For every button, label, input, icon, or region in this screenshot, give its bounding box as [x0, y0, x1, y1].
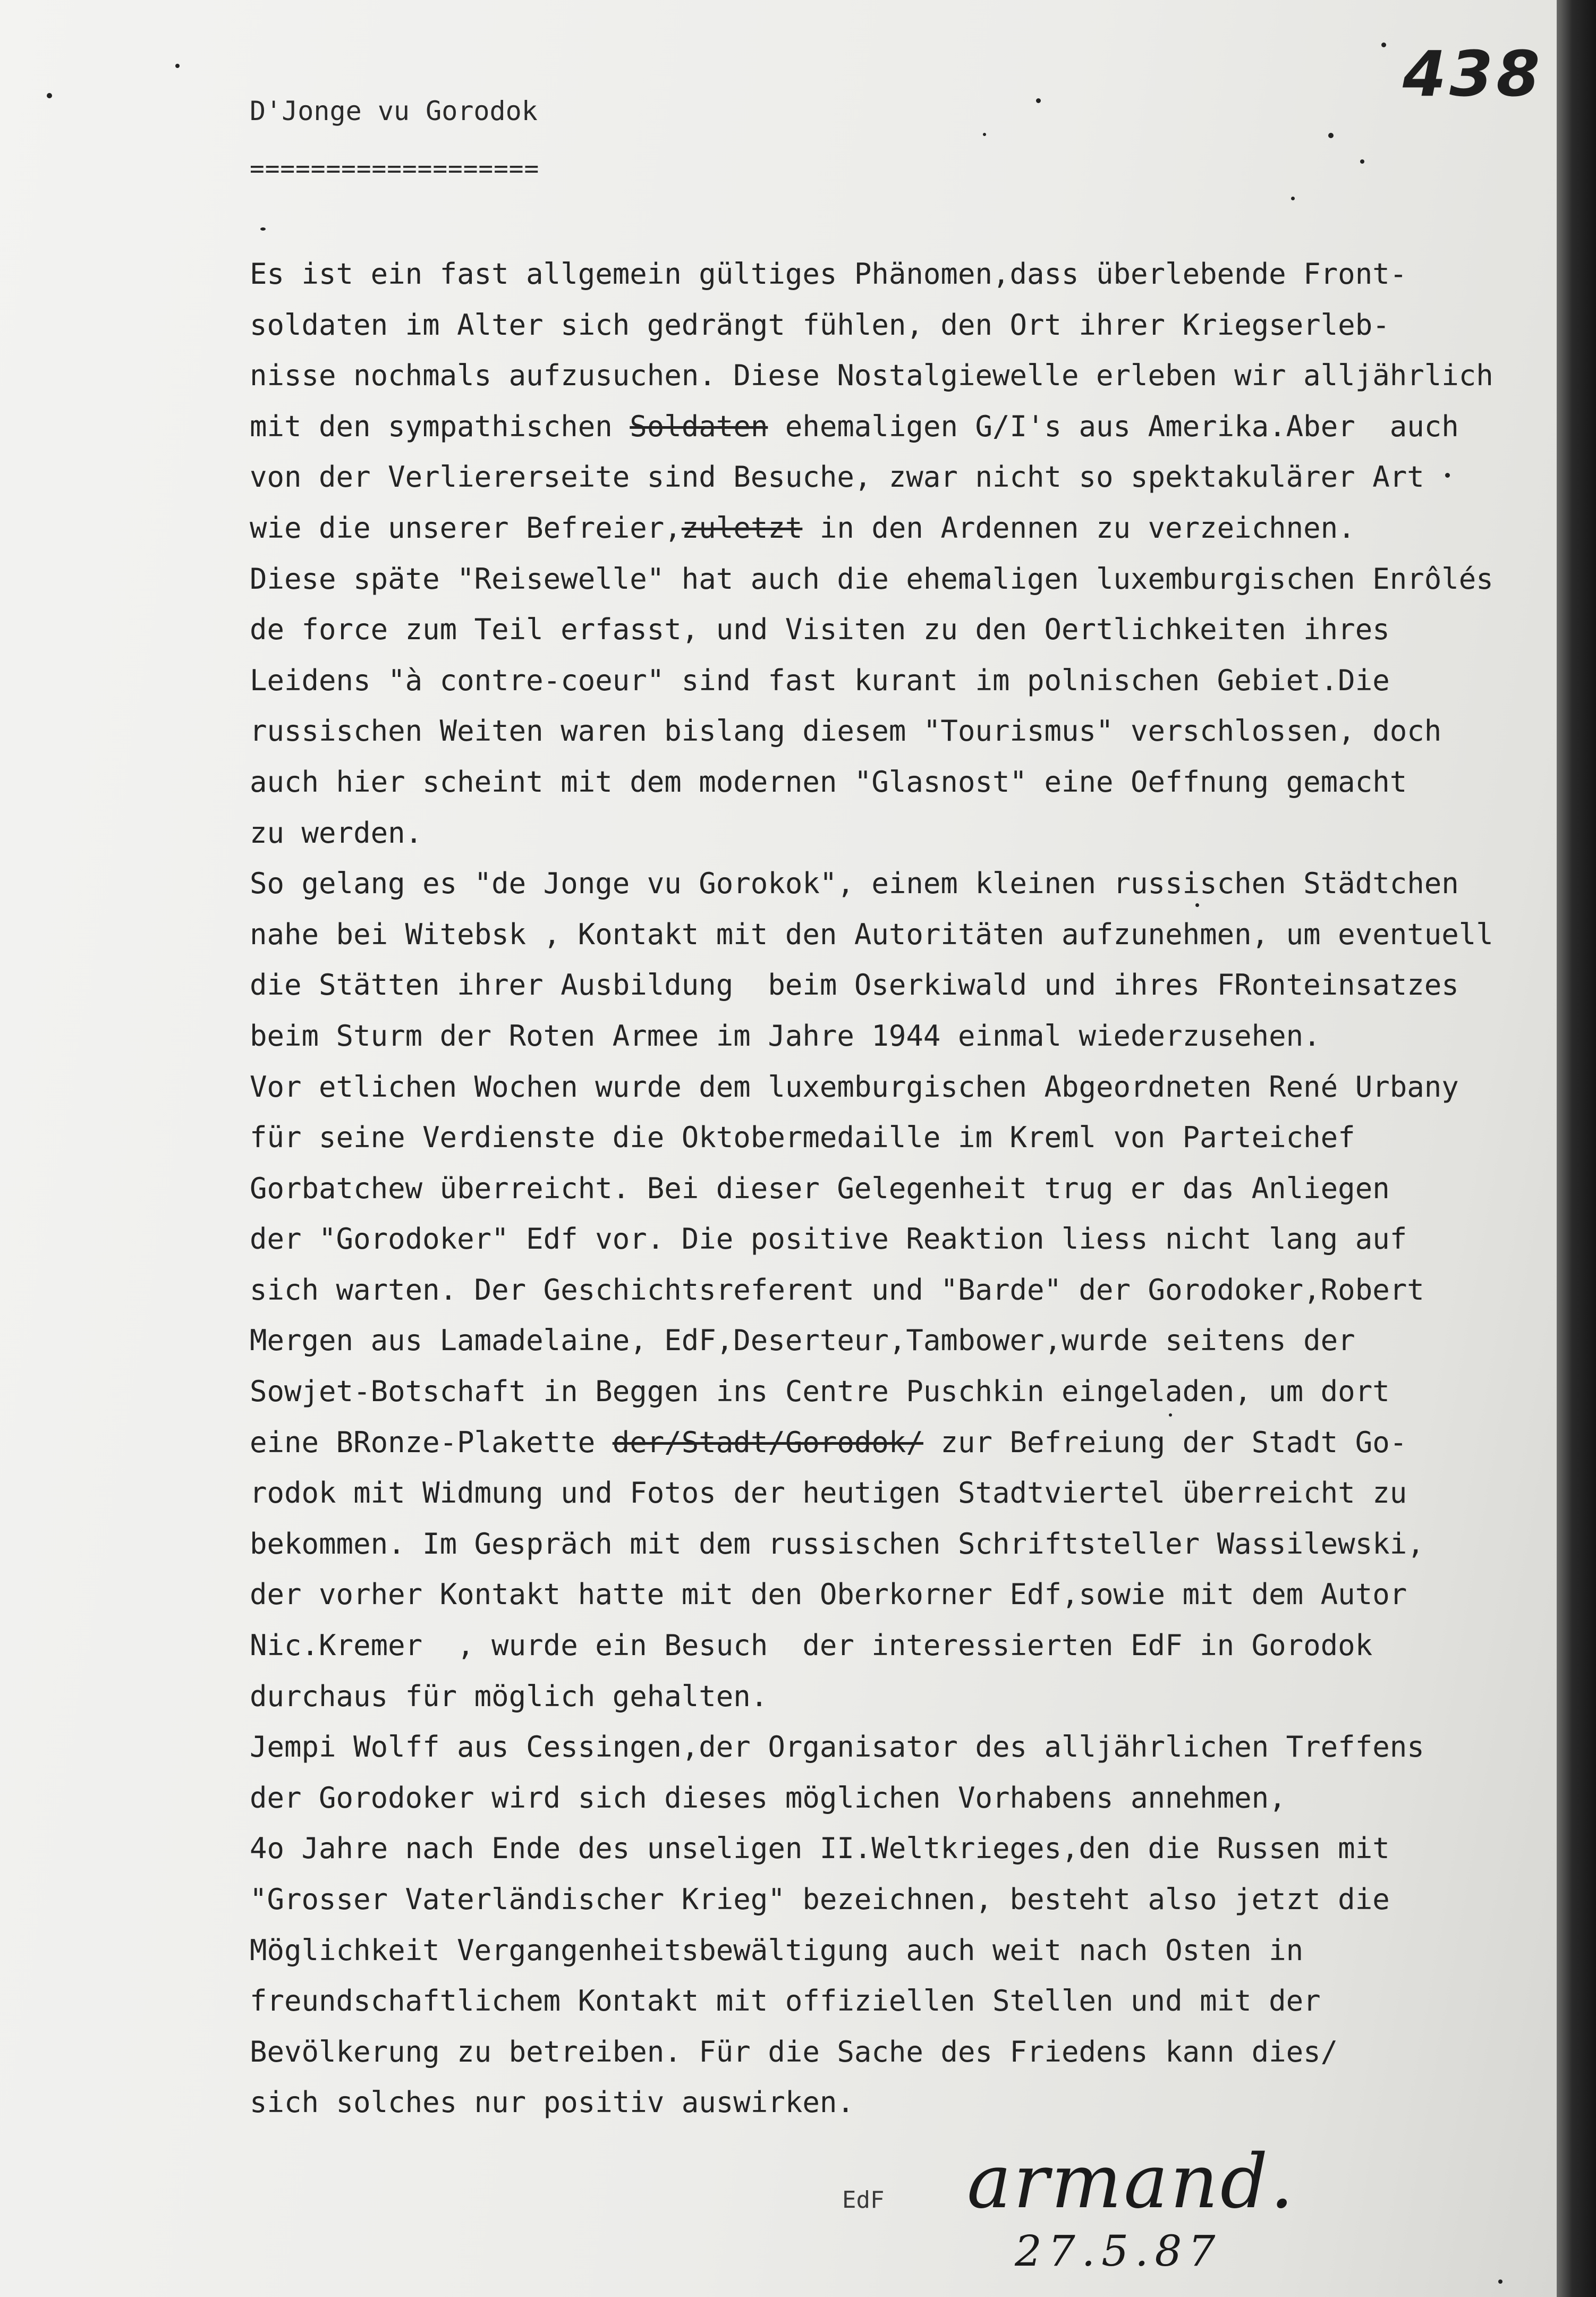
- body-line: [250, 1163, 1482, 1214]
- typed-text: mit den sympathischen: [250, 409, 630, 443]
- typed-text: Mergen aus Lamadelaine, EdF,Deserteur,Tambower,wurde seitens der: [250, 1324, 1355, 1358]
- typed-text: Möglichkeit Vergangenheitsbewältigung auch weit nach Osten in: [250, 1933, 1304, 1967]
- typed-text: eine BRonze-Plakette: [250, 1425, 613, 1459]
- typed-text: sich warten. Der Geschichtsreferent und "Barde" der Gorodoker,Robert: [250, 1273, 1424, 1307]
- typed-text: freundschaftlichem Kontakt mit offiziellen Stellen und mit der: [250, 1984, 1321, 2018]
- typed-text: "Grosser Vaterländischer Krieg" bezeichnen, besteht also jetzt die: [250, 1883, 1390, 1916]
- body-line: [250, 604, 1482, 655]
- scan-speck: [1360, 159, 1364, 164]
- scan-speck: [175, 64, 180, 68]
- scan-speck: [47, 93, 52, 98]
- handwritten-signature: armand.: [967, 2139, 1296, 2225]
- typed-text: Gorbatchew überreicht. Bei dieser Gelegenheit trug er das Anliegen: [250, 1171, 1390, 1205]
- scan-speck: [1291, 197, 1295, 200]
- body-line: [250, 350, 1493, 401]
- typed-text: sich solches nur positiv auswirken.: [250, 2086, 854, 2120]
- typed-text: Vor etlichen Wochen wurde dem luxemburgischen Abgeordneten René Urbany: [250, 1070, 1459, 1104]
- title-underline: ===================: [250, 154, 540, 183]
- struck-text: der/Stadt/Gorodok/: [612, 1425, 923, 1459]
- typed-text: Leidens "à contre-coeur" sind fast kurant im polnischen Gebiet.Die: [250, 663, 1390, 697]
- handwritten-date: 27.5.87: [1015, 2226, 1222, 2276]
- body-line: [250, 808, 1482, 859]
- body-line: [250, 249, 1482, 300]
- struck-text: zuletzt: [681, 511, 803, 545]
- scan-speck: [260, 227, 266, 231]
- typed-text: zu werden.: [250, 816, 423, 850]
- body-line: [250, 1315, 1482, 1366]
- typed-text: durchaus für möglich gehalten.: [250, 1679, 768, 1713]
- body-line: [250, 706, 1482, 757]
- body-line: [250, 757, 1482, 808]
- typed-text: beim Sturm der Roten Armee im Jahre 1944 einmal wiederzusehen.: [250, 1019, 1321, 1053]
- body-line: [250, 655, 1482, 706]
- scan-speck: [1445, 473, 1450, 478]
- scan-speck: [983, 133, 986, 136]
- body-line: [250, 2077, 1482, 2128]
- scan-speck: [1169, 1413, 1172, 1417]
- typed-text: auch hier scheint mit dem modernen "Glasnost" eine Oeffnung gemacht: [250, 765, 1407, 799]
- typed-text: Nic.Kremer , wurde ein Besuch der interessierten EdF in Gorodok: [250, 1629, 1373, 1663]
- scan-speck: [1036, 98, 1041, 103]
- typed-text: wie die unserer Befreier,: [250, 511, 682, 545]
- body-line: [250, 1112, 1482, 1163]
- body-line: [250, 2027, 1482, 2078]
- typed-text: der Gorodoker wird sich dieses möglichen Vorhabens annehmen,: [250, 1781, 1286, 1815]
- typed-text: rodok mit Widmung und Fotos der heutigen Stadtviertel überreicht zu: [250, 1476, 1407, 1510]
- body-line: [250, 1519, 1482, 1570]
- body-line: [250, 1366, 1482, 1417]
- body-line: [250, 1214, 1482, 1265]
- body-line: [250, 1976, 1482, 2027]
- typed-text: die Stätten ihrer Ausbildung beim Oserkiwald und ihres FRonteinsatzes: [250, 968, 1459, 1002]
- edf-label: EdF: [842, 2186, 885, 2214]
- page-number: 438: [1403, 37, 1543, 111]
- typed-text: nisse nochmals aufzusuchen. Diese Nostalgiewelle erleben wir alljährlich: [250, 359, 1493, 393]
- body-line: [250, 1874, 1482, 1925]
- typed-text: Diese späte "Reisewelle" hat auch die ehemaligen luxemburgischen Enrôlés: [250, 562, 1493, 596]
- body-line: [250, 960, 1482, 1011]
- document-body: [250, 249, 1493, 2128]
- typed-text: Sowjet-Botschaft in Beggen ins Centre Puschkin eingeladen, um dort: [250, 1375, 1390, 1409]
- body-line: [250, 452, 1482, 503]
- body-line: [250, 1671, 1482, 1722]
- typed-text: der vorher Kontakt hatte mit den Oberkorner Edf,sowie mit dem Autor: [250, 1578, 1407, 1612]
- scan-speck: [1328, 133, 1334, 138]
- typed-text: nahe bei Witebsk , Kontakt mit den Autoritäten aufzunehmen, um eventuell: [250, 917, 1493, 951]
- scan-speck: [1381, 43, 1386, 47]
- scan-edge-shadow: [1557, 0, 1596, 2297]
- body-line: [250, 554, 1493, 605]
- struck-text: Soldaten: [630, 409, 768, 443]
- body-line: [250, 1011, 1482, 1062]
- typed-text: Es ist ein fast allgemein gültiges Phänomen,dass überlebende Front-: [250, 257, 1407, 291]
- typed-text: zur Befreiung der Stadt Go-: [923, 1425, 1407, 1459]
- typed-text: russischen Weiten waren bislang diesem "Tourismus" verschlossen, doch: [250, 714, 1442, 748]
- scan-speck: [1498, 2279, 1502, 2284]
- typed-text: von der Verliererseite sind Besuche, zwar nicht so spektakulärer Art: [250, 460, 1424, 494]
- typed-text: für seine Verdienste die Oktobermedaille im Kreml von Parteichef: [250, 1121, 1355, 1155]
- typed-text: 4o Jahre nach Ende des unseligen II.Weltkrieges,den die Russen mit: [250, 1832, 1390, 1866]
- typed-text: de force zum Teil erfasst, und Visiten zu den Oertlichkeiten ihres: [250, 613, 1390, 647]
- body-line: [250, 1569, 1482, 1620]
- body-line: [250, 300, 1482, 351]
- typed-text: So gelang es "de Jonge vu Gorokok", einem kleinen russischen Städtchen: [250, 867, 1459, 901]
- typed-text: der "Gorodoker" Edf vor. Die positive Reaktion liess nicht lang auf: [250, 1222, 1407, 1256]
- body-line: [250, 1265, 1482, 1316]
- body-line: [250, 503, 1482, 554]
- body-line: [250, 858, 1482, 909]
- body-line: [250, 1925, 1482, 1976]
- typed-text: ehemaligen G/I's aus Amerika.Aber auch: [768, 409, 1459, 443]
- body-line: [250, 1773, 1482, 1824]
- body-line: [250, 909, 1493, 960]
- typed-text: in den Ardennen zu verzeichnen.: [802, 511, 1355, 545]
- typed-text: Bevölkerung zu betreiben. Für die Sache des Friedens kann dies/: [250, 2035, 1338, 2069]
- body-line: [250, 1062, 1482, 1113]
- scan-speck: [1195, 903, 1199, 907]
- document-title: D'Jonge vu Gorodok: [250, 96, 538, 126]
- body-line: [250, 1468, 1482, 1519]
- typed-text: Jempi Wolff aus Cessingen,der Organisator des alljährlichen Treffens: [250, 1730, 1424, 1764]
- body-line: [250, 1417, 1482, 1468]
- body-line: [250, 1620, 1482, 1671]
- body-line: [250, 1823, 1482, 1874]
- body-line: [250, 1722, 1482, 1773]
- body-line: [250, 401, 1482, 452]
- typed-text: soldaten im Alter sich gedrängt fühlen, den Ort ihrer Kriegserleb-: [250, 308, 1390, 342]
- typed-text: bekommen. Im Gespräch mit dem russischen Schriftsteller Wassilewski,: [250, 1527, 1424, 1561]
